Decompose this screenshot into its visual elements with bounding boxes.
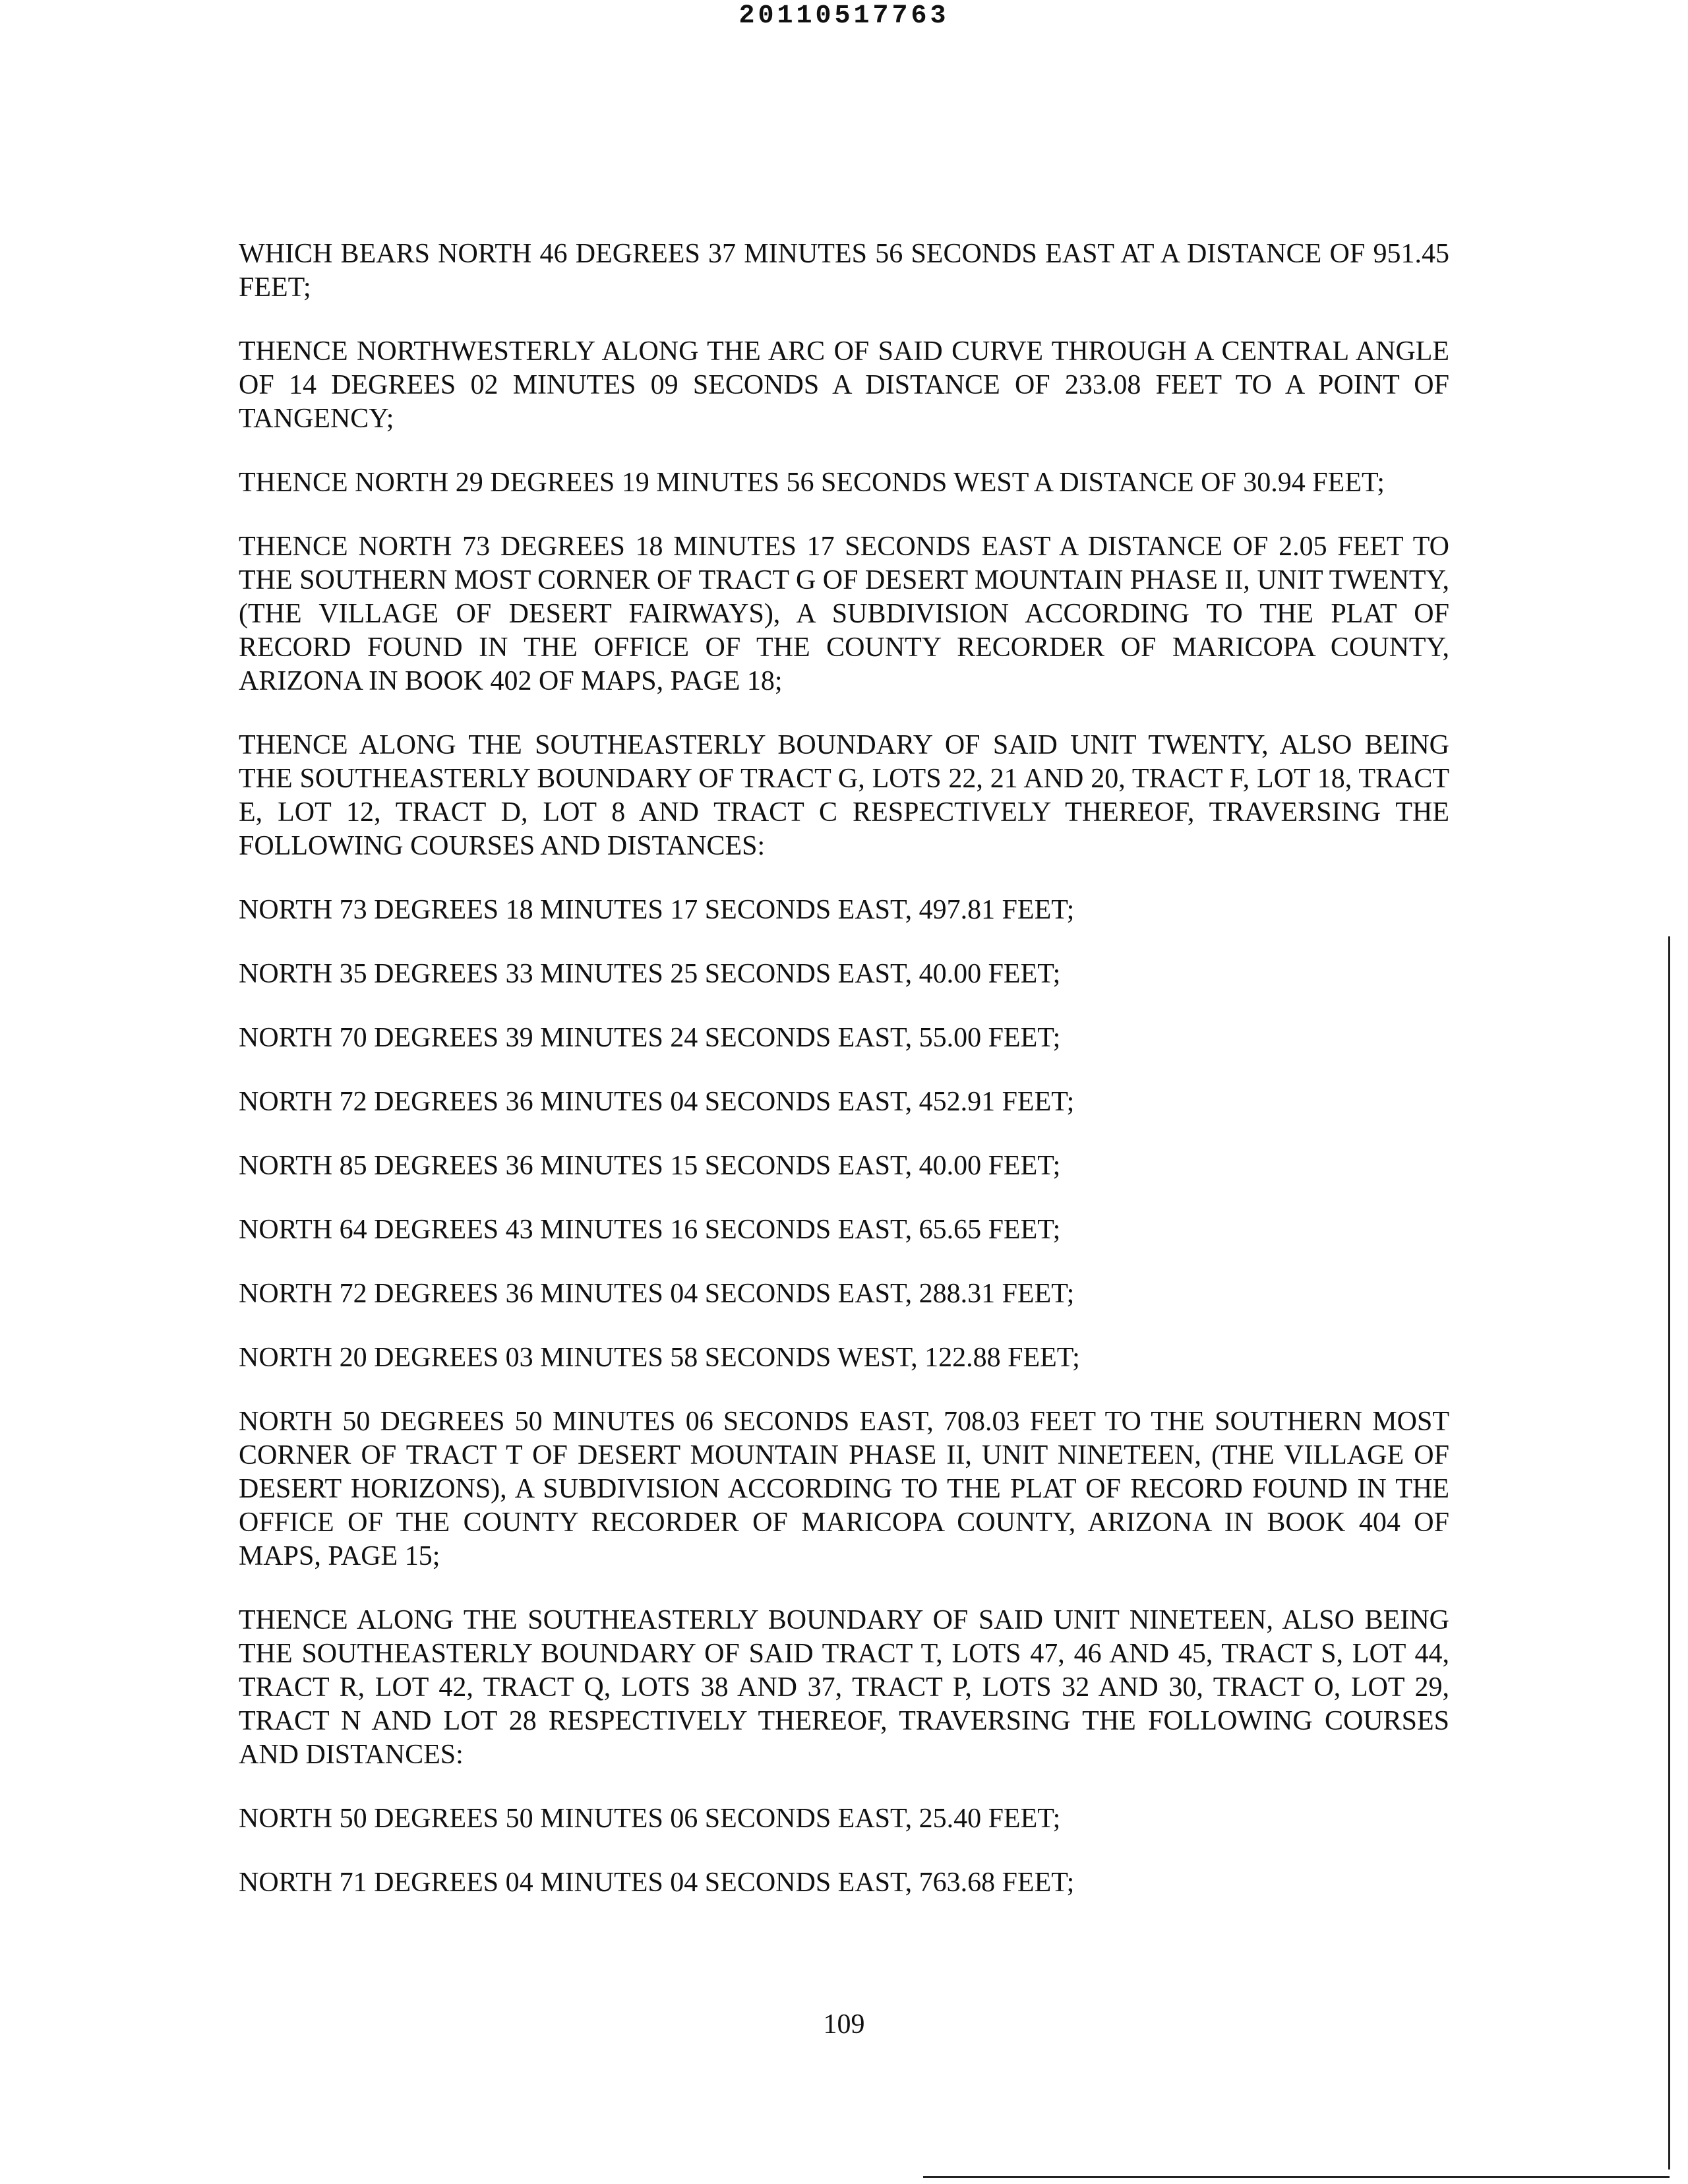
paragraph-course: NORTH 35 DEGREES 33 MINUTES 25 SECONDS EAST, 40.00 FEET; bbox=[239, 959, 1061, 989]
paragraph-course: NORTH 20 DEGREES 03 MINUTES 58 SECONDS WEST, 122.88 FEET; bbox=[239, 1343, 1080, 1373]
paragraph-course: NORTH 50 DEGREES 50 MINUTES 06 SECONDS EAST, 25.40 FEET; bbox=[239, 1804, 1061, 1834]
page-number: 109 bbox=[823, 2009, 865, 2040]
paragraph-course: NORTH 71 DEGREES 04 MINUTES 04 SECONDS EAST, 763.68 FEET; bbox=[239, 1867, 1075, 1898]
paragraph-course: NORTH 64 DEGREES 43 MINUTES 16 SECONDS EAST, 65.65 FEET; bbox=[239, 1215, 1061, 1245]
paragraph-course: THENCE NORTH 29 DEGREES 19 MINUTES 56 SECONDS WEST A DISTANCE OF 30.94 FEET; bbox=[239, 468, 1385, 498]
scan-edge-line-bottom bbox=[923, 2176, 1670, 2178]
paragraph-bearing-distance: WHICH BEARS NORTH 46 DEGREES 37 MINUTES 56 SECONDS EAST AT A DISTANCE OF 951.45 FEET; bbox=[239, 239, 1449, 303]
paragraph-course: NORTH 85 DEGREES 36 MINUTES 15 SECONDS EAST, 40.00 FEET; bbox=[239, 1151, 1061, 1181]
paragraph-tract-g-corner: THENCE NORTH 73 DEGREES 18 MINUTES 17 SECONDS EAST A DISTANCE OF 2.05 FEET TO THE SOUTHERN MOST CORNER OF TRACT G OF DESERT MOUNTAIN PHASE II, UNIT TWENTY, (THE VILLAGE OF DESERT FAIRWAYS), A SUBDIVISION ACCORDING TO THE PLAT OF RECORD FOUND IN THE OFFICE OF THE COUNTY RECORDER OF MARICOPA COUNTY, ARIZONA IN BOOK 402 OF MAPS, PAGE 18; bbox=[239, 531, 1449, 696]
paragraph-course: NORTH 70 DEGREES 39 MINUTES 24 SECONDS EAST, 55.00 FEET; bbox=[239, 1023, 1061, 1053]
legal-description-body bbox=[239, 237, 1449, 1930]
paragraph-unit-nineteen-boundary: THENCE ALONG THE SOUTHEASTERLY BOUNDARY OF SAID UNIT NINETEEN, ALSO BEING THE SOUTHEASTERLY BOUNDARY OF SAID TRACT T, LOTS 47, 46 AND 45, TRACT S, LOT 44, TRACT R, LOT 42, TRACT Q, LOTS 38 AND 37, TRACT P, LOTS 32 AND 30, TRACT O, LOT 29, TRACT N AND LOT 28 RESPECTIVELY THEREOF, TRAVERSING THE FOLLOWING COURSES AND DISTANCES: bbox=[239, 1605, 1449, 1770]
paragraph-course: NORTH 72 DEGREES 36 MINUTES 04 SECONDS EAST, 452.91 FEET; bbox=[239, 1087, 1075, 1117]
paragraph-tract-t-corner: NORTH 50 DEGREES 50 MINUTES 06 SECONDS EAST, 708.03 FEET TO THE SOUTHERN MOST CORNER OF TRACT T OF DESERT MOUNTAIN PHASE II, UNIT NINETEEN, (THE VILLAGE OF DESERT HORIZONS), A SUBDIVISION ACCORDING TO THE PLAT OF RECORD FOUND IN THE OFFICE OF THE COUNTY RECORDER OF MARICOPA COUNTY, ARIZONA IN BOOK 404 OF MAPS, PAGE 15; bbox=[239, 1407, 1449, 1571]
paragraph-course: NORTH 72 DEGREES 36 MINUTES 04 SECONDS EAST, 288.31 FEET; bbox=[239, 1279, 1075, 1309]
document-number: 20110517763 bbox=[738, 1, 950, 31]
paragraph-unit-twenty-boundary: THENCE ALONG THE SOUTHEASTERLY BOUNDARY OF SAID UNIT TWENTY, ALSO BEING THE SOUTHEASTERLY BOUNDARY OF TRACT G, LOTS 22, 21 AND 20, TRACT F, LOT 18, TRACT E, LOT 12, TRACT D, LOT 8 AND TRACT C RESPECTIVELY THEREOF, TRAVERSING THE FOLLOWING COURSES AND DISTANCES: bbox=[239, 730, 1449, 861]
paragraph-arc-curve: THENCE NORTHWESTERLY ALONG THE ARC OF SAID CURVE THROUGH A CENTRAL ANGLE OF 14 DEGREES 02 MINUTES 09 SECONDS A DISTANCE OF 233.08 FEET TO A POINT OF TANGENCY; bbox=[239, 336, 1449, 434]
paragraph-course: NORTH 73 DEGREES 18 MINUTES 17 SECONDS EAST, 497.81 FEET; bbox=[239, 895, 1075, 925]
scan-edge-line-right bbox=[1668, 936, 1670, 2169]
